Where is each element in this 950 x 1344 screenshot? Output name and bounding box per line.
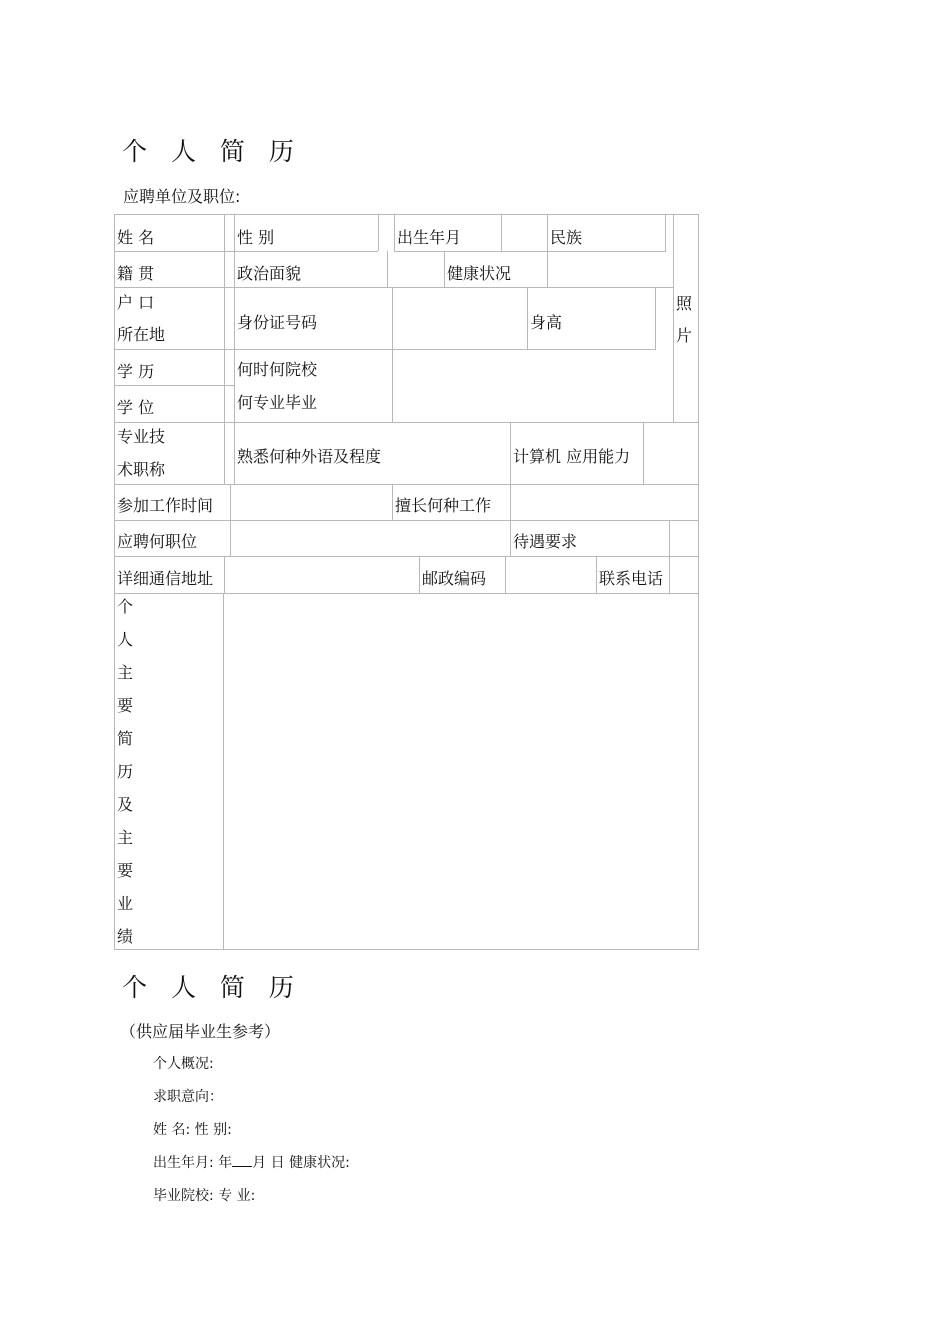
page-title: 个 人 简 历 xyxy=(122,137,302,166)
history-char: 简 xyxy=(117,729,134,748)
photo-label-1: 照 xyxy=(676,294,693,313)
degree-label: 学 位 xyxy=(117,398,155,417)
school-major-line: 毕业院校: 专 业: xyxy=(153,1188,256,1204)
name-gender-line: 姓 名: 性 别: xyxy=(153,1122,232,1138)
birth-line xyxy=(153,1152,350,1172)
history-char: 要 xyxy=(117,696,134,715)
second-title: 个 人 简 历 xyxy=(122,973,302,1002)
history-char: 绩 xyxy=(117,927,134,946)
work-start-label: 参加工作时间 xyxy=(117,496,214,515)
history-char: 主 xyxy=(117,663,134,682)
health-label: 健康状况 xyxy=(447,264,512,283)
apply-position-label: 应聘何职位 xyxy=(117,532,198,551)
history-char: 人 xyxy=(117,630,134,649)
hukou-label-1: 户 口 xyxy=(117,293,155,312)
birth-suffix: 月 日 健康状况: xyxy=(252,1155,350,1171)
school-label-1: 何时何院校 xyxy=(237,360,318,379)
address-label: 详细通信地址 xyxy=(117,569,214,588)
education-label: 学 历 xyxy=(117,362,155,381)
history-label xyxy=(117,590,133,953)
blank-underline xyxy=(232,1154,252,1167)
specialty-label: 擅长何种工作 xyxy=(395,496,492,515)
birth-prefix: 出生年月: 年 xyxy=(153,1155,233,1171)
history-char: 个 xyxy=(117,597,134,616)
height-label: 身高 xyxy=(530,313,563,332)
history-char: 及 xyxy=(117,795,134,814)
native-place-label: 籍 贯 xyxy=(117,264,155,283)
tech-title-label-1: 专业技 xyxy=(117,427,166,446)
gender-label: 性 别 xyxy=(237,228,275,247)
id-number-label: 身份证号码 xyxy=(237,313,318,332)
computer-label: 计算机 应用能力 xyxy=(513,447,631,466)
salary-label: 待遇要求 xyxy=(513,532,578,551)
history-char: 历 xyxy=(117,762,134,781)
intent-label: 求职意向： xyxy=(153,1089,223,1105)
tech-title-label-2: 术职称 xyxy=(117,460,166,479)
second-subtitle: （供应届毕业生参考） xyxy=(120,1022,281,1041)
postcode-label: 邮政编码 xyxy=(422,569,487,588)
ethnicity-label: 民族 xyxy=(550,228,583,247)
name-label: 姓 名 xyxy=(117,228,155,247)
birth-label: 出生年月 xyxy=(397,228,462,247)
overview-label: 个人概况: xyxy=(153,1056,214,1072)
language-label: 熟悉何种外语及程度 xyxy=(237,447,382,466)
history-char: 主 xyxy=(117,828,134,847)
history-char: 业 xyxy=(117,894,134,913)
history-char: 要 xyxy=(117,861,134,880)
phone-label: 联系电话 xyxy=(599,569,664,588)
political-label: 政治面貌 xyxy=(237,264,302,283)
photo-label-2: 片 xyxy=(676,326,693,345)
school-label-2: 何专业毕业 xyxy=(237,393,318,412)
position-label: 应聘单位及职位: xyxy=(123,187,241,206)
hukou-label-2: 所在地 xyxy=(117,325,166,344)
